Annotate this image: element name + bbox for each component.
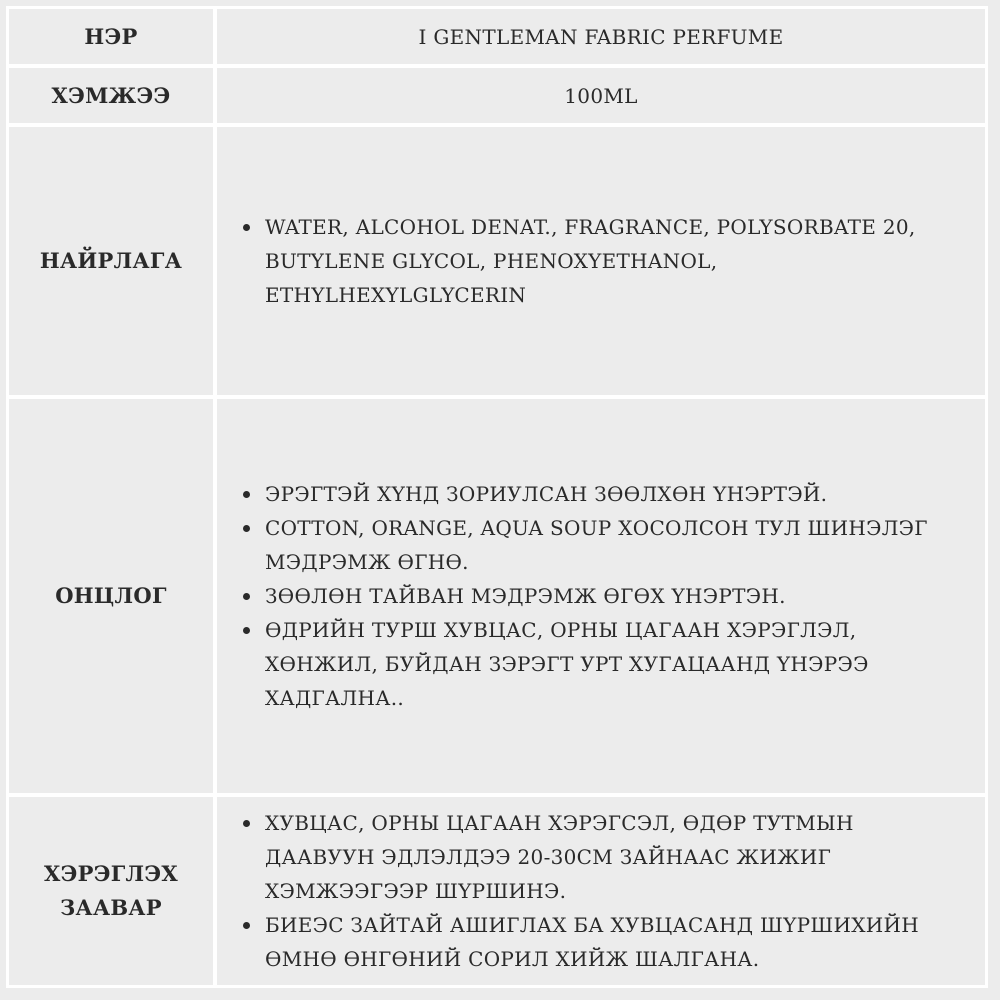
spec-table [6,6,988,988]
bullet-icon [243,922,250,929]
size-label: ХЭМЖЭЭ [51,82,171,108]
size-value-cell [217,68,985,123]
name-value-cell [217,9,985,64]
list-item-text: COTTON, ORANGE, AQUA SOUP ХОСОЛСОН ТУЛ ШИНЭЛЭГ МЭДРЭМЖ ӨГНӨ. [265,516,928,574]
features-list [243,477,965,715]
list-item-text: ЭРЭГТЭЙ ХҮНД ЗОРИУЛСАН ЗӨӨЛХӨН ҮНЭРТЭЙ. [265,482,828,506]
list-item [265,908,965,976]
list-item-text: ЗӨӨЛӨН ТАЙВАН МЭДРЭМЖ ӨГӨХ ҮНЭРТЭН. [265,584,786,608]
usage-label-cell [9,797,213,985]
ingredients-label-cell [9,127,213,395]
bullet-icon [243,525,250,532]
list-item [265,579,965,613]
list-item-text: ӨДРИЙН ТУРШ ХУВЦАС, ОРНЫ ЦАГААН ХЭРЭГЛЭЛ, ХӨНЖИЛ, БУЙДАН ЗЭРЭГТ УРТ ХУГАЦААНД ҮНЭРЭЭ ХАДГАЛНА.. [265,618,869,710]
bullet-icon [243,820,250,827]
usage-label-line-2: ЗААВАР [60,895,162,920]
bullet-icon [243,593,250,600]
bullet-icon [243,491,250,498]
bullet-icon [243,224,250,231]
ingredients-value-cell [217,127,985,395]
size-label-cell [9,68,213,123]
ingredients-list [243,210,955,312]
usage-label-line-1: ХЭРЭГЛЭХ [44,861,178,886]
list-item [265,613,965,715]
list-item [265,806,965,908]
features-value-cell [217,399,985,793]
ingredients-label: НАЙРЛАГА [39,248,183,273]
features-label: ОНЦЛОГ [55,583,167,608]
size-value: 100ML [564,83,638,108]
list-item-text: WATER, ALCOHOL DENAT., FRAGRANCE, POLYSORBATE 20, BUTYLENE GLYCOL, PHENOXYETHANOL, ETHYLHEXYLGLYCERIN [265,215,916,307]
name-label: НЭР [84,23,138,49]
bullet-icon [243,627,250,634]
usage-value-cell [217,797,985,985]
list-item [265,210,955,312]
list-item-text: ХУВЦАС, ОРНЫ ЦАГААН ХЭРЭГСЭЛ, ӨДӨР ТУТМЫН ДААВУУН ЭДЛЭЛДЭЭ 20-30СМ ЗАЙНААС ЖИЖИГ ХЭМЖЭЭГЭЭР ШҮРШИНЭ. [265,811,854,903]
list-item [265,477,965,511]
usage-list [243,806,965,976]
usage-label [44,857,178,925]
name-label-cell [9,9,213,64]
list-item-text: БИЕЭС ЗАЙТАЙ АШИГЛАХ БА ХУВЦАСАНД ШҮРШИХИЙН ӨМНӨ ӨНГӨНИЙ СОРИЛ ХИЙЖ ШАЛГАНА. [265,913,920,971]
name-value: I GENTLEMAN FABRIC PERFUME [418,24,784,49]
list-item [265,511,965,579]
features-label-cell [9,399,213,793]
